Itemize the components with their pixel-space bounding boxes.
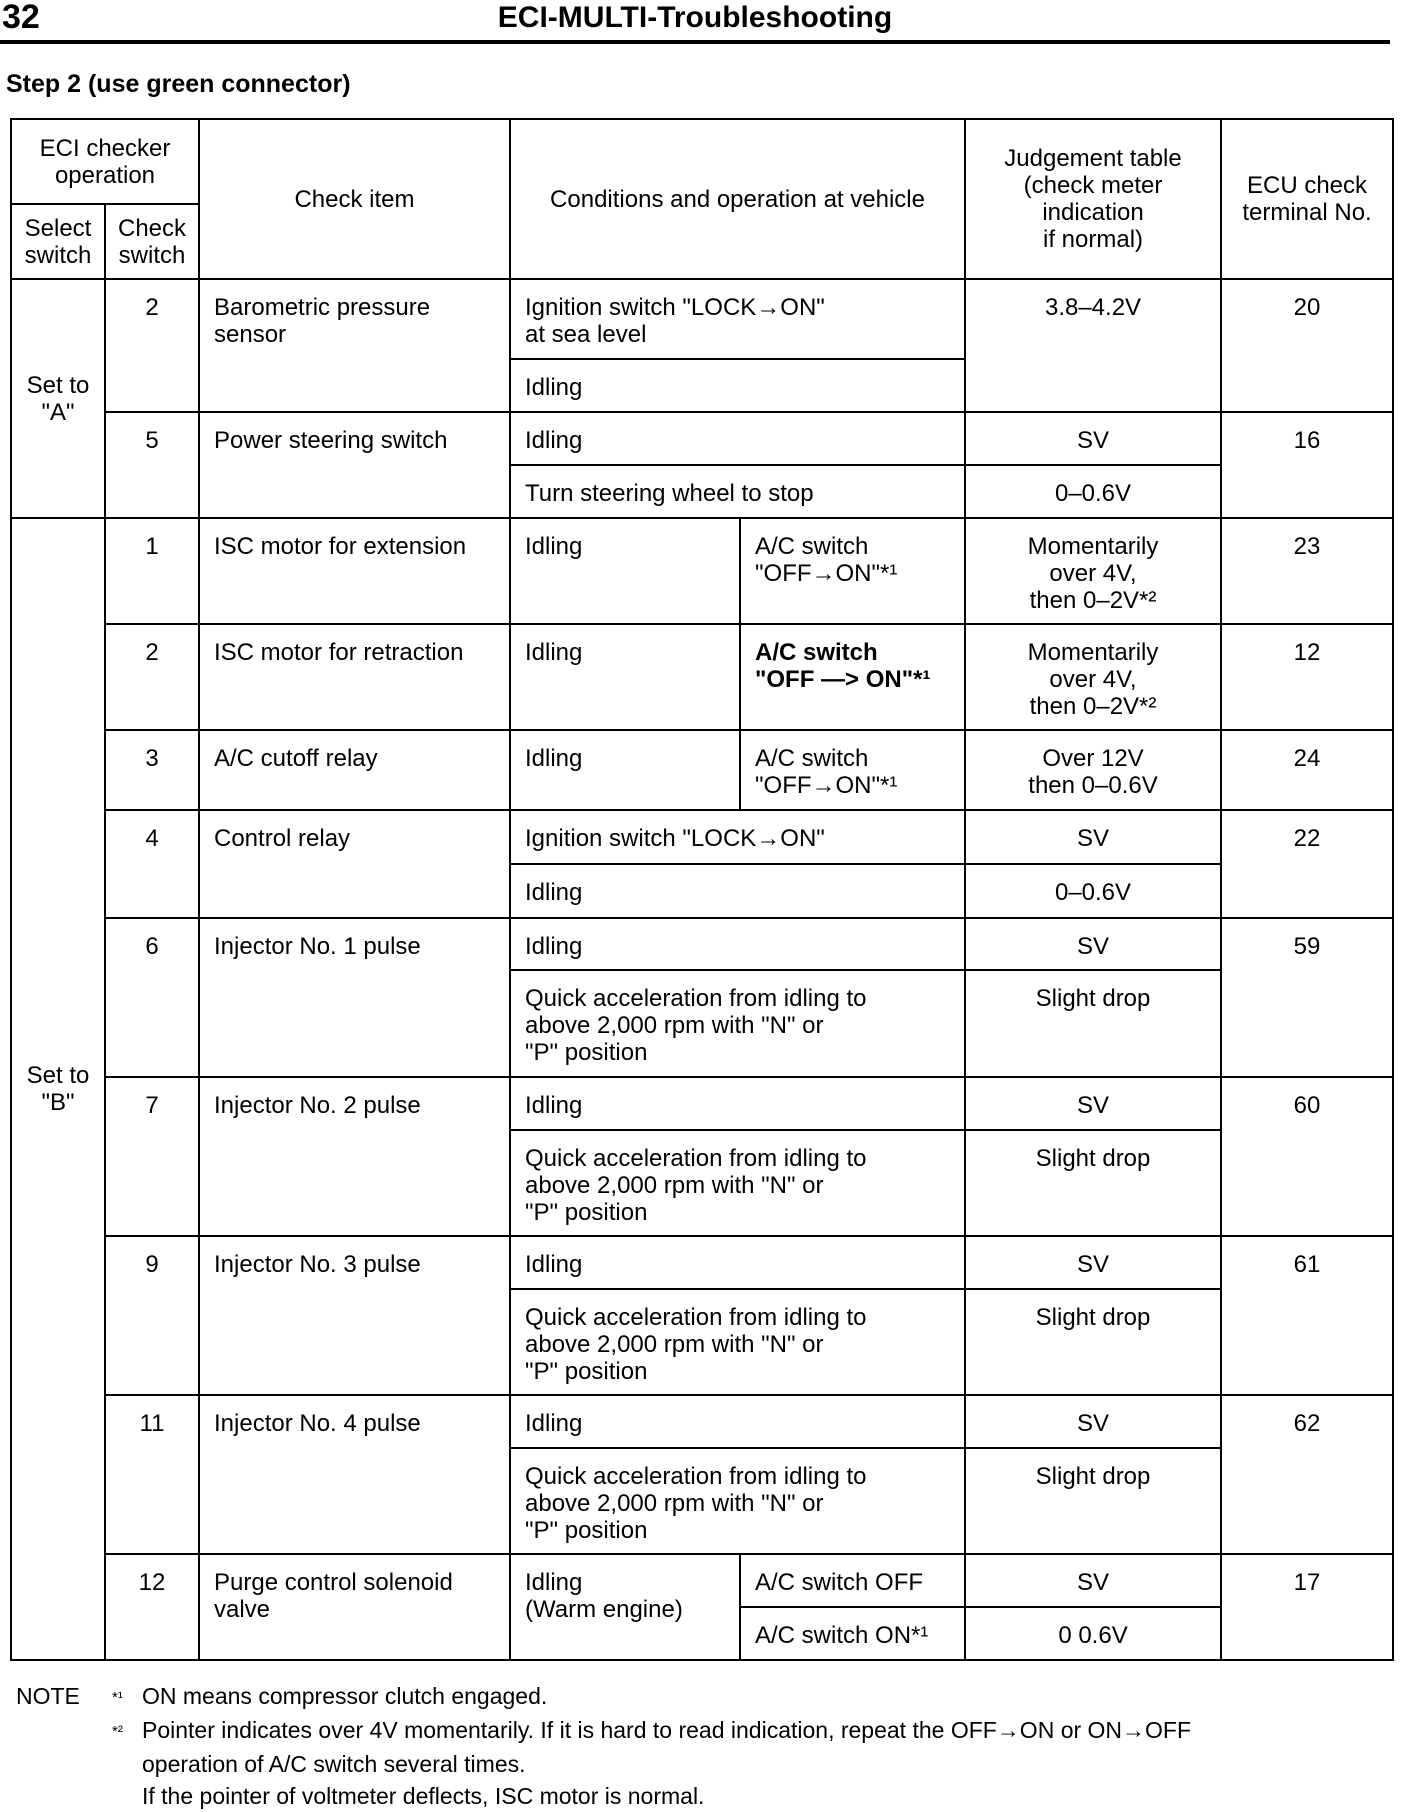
check-switch-cell: 2	[105, 279, 199, 412]
judgement-cell: 0–0.6V	[965, 864, 1221, 918]
judgement-cell: SV	[965, 1236, 1221, 1289]
terminal-cell: 16	[1221, 412, 1393, 518]
check-switch-cell: 4	[105, 810, 199, 918]
note-marker-2: *²	[112, 1723, 123, 1740]
page-number: 32	[2, 0, 40, 36]
check-switch-cell: 11	[105, 1395, 199, 1554]
terminal-cell: 17	[1221, 1554, 1393, 1660]
terminal-cell: 24	[1221, 730, 1393, 810]
condition-cell: Quick acceleration from idling to above 2,000 rpm with "N" or "P" position	[510, 970, 965, 1077]
check-item-cell: Barometric pressure sensor	[199, 279, 510, 412]
table-row	[11, 730, 1393, 810]
note-2-continuation: operation of A/C switch several times.	[142, 1751, 526, 1777]
check-item-cell: Injector No. 2 pulse	[199, 1077, 510, 1236]
condition-cell: Quick acceleration from idling to above 2,000 rpm with "N" or "P" position	[510, 1130, 965, 1236]
sub-condition-cell: A/C switch ON*¹	[740, 1607, 965, 1660]
condition-cell: Ignition switch "LOCK→ON"	[510, 810, 965, 864]
check-switch-cell: 9	[105, 1236, 199, 1395]
terminal-cell: 20	[1221, 279, 1393, 412]
condition-cell: Quick acceleration from idling to above 2,000 rpm with "N" or "P" position	[510, 1289, 965, 1395]
check-switch-cell: 2	[105, 624, 199, 730]
sub-condition-cell: A/C switch "OFF→ON"*¹	[740, 730, 965, 810]
condition-cell: Idling	[510, 518, 740, 624]
judgement-cell: SV	[965, 918, 1221, 970]
check-switch-cell: 3	[105, 730, 199, 810]
judgement-cell: SV	[965, 1554, 1221, 1607]
condition-cell: Idling	[510, 624, 740, 730]
note-2: Pointer indicates over 4V momentarily. If it is hard to read indication, repeat the OFF→ON or ON→OFF	[142, 1717, 1192, 1743]
terminal-cell: 59	[1221, 918, 1393, 1077]
sub-condition-cell: A/C switch OFF	[740, 1554, 965, 1607]
note-2-continuation-2: If the pointer of voltmeter deflects, ISC motor is normal.	[142, 1783, 705, 1809]
check-switch-cell: 7	[105, 1077, 199, 1236]
judgement-cell: Momentarily over 4V, then 0–2V*²	[965, 518, 1221, 624]
table-row	[11, 918, 1393, 970]
terminal-cell: 22	[1221, 810, 1393, 918]
check-item-cell: Control relay	[199, 810, 510, 918]
condition-cell: Idling	[510, 1236, 965, 1289]
note-marker-1: *¹	[112, 1689, 123, 1706]
terminal-cell: 12	[1221, 624, 1393, 730]
condition-cell: Ignition switch "LOCK→ON" at sea level	[510, 279, 965, 359]
header-eci-checker: ECI checker operation	[11, 119, 199, 204]
judgement-cell: Slight drop	[965, 1448, 1221, 1554]
header-ecu-terminal: ECU check terminal No.	[1221, 119, 1393, 279]
condition-cell: Quick acceleration from idling to above 2,000 rpm with "N" or "P" position	[510, 1448, 965, 1554]
judgement-cell: Momentarily over 4V, then 0–2V*²	[965, 624, 1221, 730]
condition-cell: Turn steering wheel to stop	[510, 465, 965, 518]
judgement-cell: Over 12V then 0–0.6V	[965, 730, 1221, 810]
header-check-switch: Check switch	[105, 204, 199, 279]
check-switch-cell: 1	[105, 518, 199, 624]
check-switch-cell: 6	[105, 918, 199, 1077]
judgement-cell: Slight drop	[965, 970, 1221, 1077]
check-item-cell: A/C cutoff relay	[199, 730, 510, 810]
table-row	[11, 810, 1393, 864]
table-row	[11, 624, 1393, 730]
step-title: Step 2 (use green connector)	[6, 70, 351, 98]
terminal-cell: 61	[1221, 1236, 1393, 1395]
judgement-cell: SV	[965, 1077, 1221, 1130]
condition-cell: Idling	[510, 1395, 965, 1448]
select-switch-a: Set to "A"	[11, 279, 105, 518]
table-row	[11, 1554, 1393, 1607]
header-conditions: Conditions and operation at vehicle	[510, 119, 965, 279]
condition-cell: Idling	[510, 730, 740, 810]
terminal-cell: 23	[1221, 518, 1393, 624]
check-item-cell: Purge control solenoid valve	[199, 1554, 510, 1660]
check-switch-cell: 5	[105, 412, 199, 518]
judgement-cell: SV	[965, 412, 1221, 465]
judgement-cell: Slight drop	[965, 1289, 1221, 1395]
table-row	[11, 1395, 1393, 1448]
judgement-cell: SV	[965, 810, 1221, 864]
condition-cell: Idling	[510, 359, 965, 412]
table-row	[11, 1236, 1393, 1289]
terminal-cell: 60	[1221, 1077, 1393, 1236]
table-row	[11, 412, 1393, 465]
terminal-cell: 62	[1221, 1395, 1393, 1554]
header-select-switch: Select switch	[11, 204, 105, 279]
table-row	[11, 518, 1393, 624]
note-label: NOTE	[16, 1683, 80, 1709]
header-row	[11, 119, 1393, 204]
sub-condition-cell: A/C switch "OFF→ON"*¹	[740, 518, 965, 624]
check-item-cell: Power steering switch	[199, 412, 510, 518]
troubleshooting-table	[10, 118, 1394, 1661]
note-1: ON means compressor clutch engaged.	[142, 1683, 548, 1709]
table-row	[11, 279, 1393, 359]
judgement-cell: 0 0.6V	[965, 1607, 1221, 1660]
judgement-cell: 3.8–4.2V	[965, 279, 1221, 412]
judgement-cell: SV	[965, 1395, 1221, 1448]
condition-cell: Idling	[510, 412, 965, 465]
header-judgement: Judgement table (check meter indication if normal)	[965, 119, 1221, 279]
check-item-cell: Injector No. 4 pulse	[199, 1395, 510, 1554]
page-header	[0, 0, 1390, 44]
check-item-cell: ISC motor for retraction	[199, 624, 510, 730]
check-item-cell: ISC motor for extension	[199, 518, 510, 624]
check-switch-cell: 12	[105, 1554, 199, 1660]
check-item-cell: Injector No. 3 pulse	[199, 1236, 510, 1395]
judgement-cell: Slight drop	[965, 1130, 1221, 1236]
judgement-cell: 0–0.6V	[965, 465, 1221, 518]
select-switch-b: Set to "B"	[11, 518, 105, 1660]
sub-condition-cell: A/C switch "OFF —> ON"*¹	[740, 624, 965, 730]
table-row	[11, 1077, 1393, 1130]
check-item-cell: Injector No. 1 pulse	[199, 918, 510, 1077]
header-check-item: Check item	[199, 119, 510, 279]
page-title: ECI-MULTI-Troubleshooting	[497, 1, 893, 34]
condition-cell: Idling	[510, 918, 965, 970]
condition-cell: Idling	[510, 864, 965, 918]
condition-cell: Idling	[510, 1077, 965, 1130]
condition-cell: Idling (Warm engine)	[510, 1554, 740, 1660]
notes-section	[16, 1680, 1401, 1812]
